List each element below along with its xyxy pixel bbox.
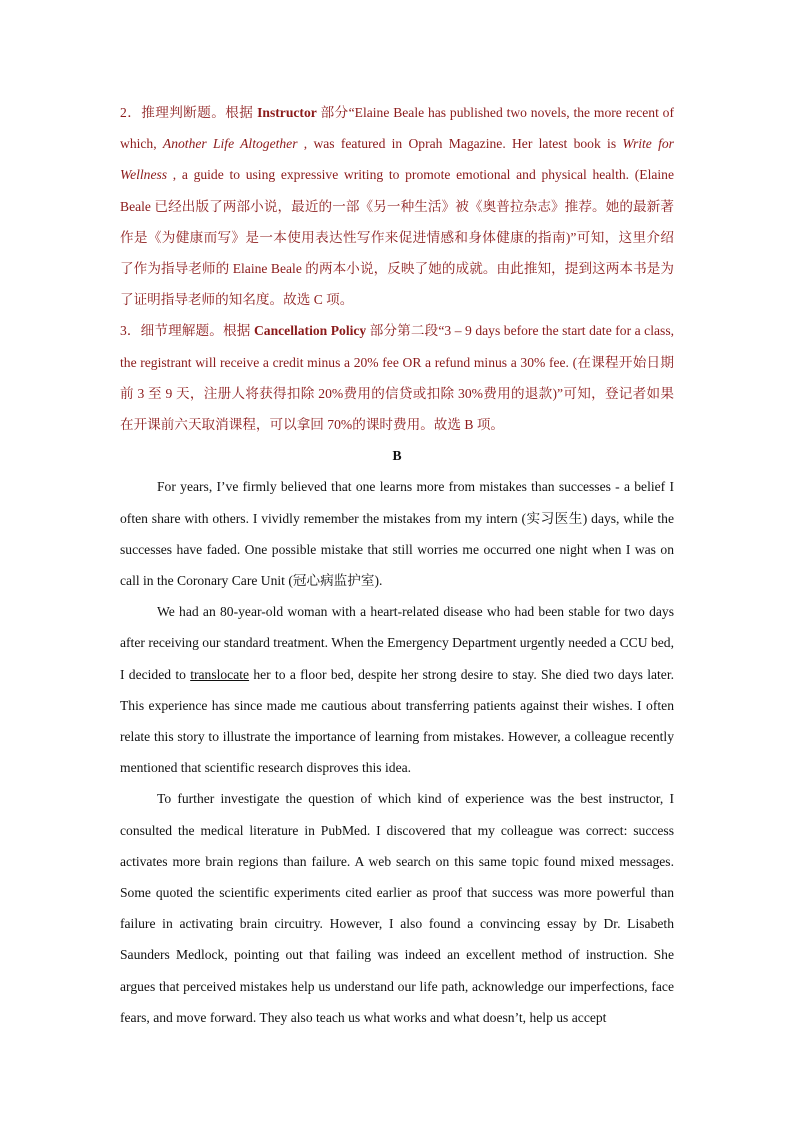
passage-title: B [392,448,402,464]
passage-paragraph-3: To further investigate the question of which kind of experience was the best instructor, I consulted the medical literature in PubMed. I discovered that my colleague was correct: success activates more brain regions than failure. A web search on this same topic found mixed messages. Some quoted the scientific experiments cited earlier as proof that success was more powerful than failure in activating brain circuitry. However, I also found a convincing essay by Dr. Lisabeth Saunders Medlock, pointing out that failing was indeed an excellent method of instruction. She argues that perceived mistakes help us understand our life path, acknowledge our imperfections, face fears, and move forward. They also teach us what works and what doesn’t, help us accept [120,791,674,1025]
passage-paragraph-1: For years, I’ve firmly believed that one learns more from mistakes than successes - a belief I often share with others. I vividly remember the mistakes from my intern (实习医生) days, while the successes have faded. One possible mistake that still worries me occurred one night when I was on call in the Coronary Care Unit (冠心病监护室). [120,479,674,589]
explanation-2-section: Instructor [257,105,317,120]
explanation-2 [120,97,674,315]
explanation-3-text-1: 部分第二段“3 – 9 days before the start date for a class, the registrant will receive a credit minus a 20% fee OR a refund minus a 30% fee. (在课程开始日期前 3 至 9 天，注册人将获得扣除 20%费用的信贷或扣除 30%费用的退款)”可知，登记者如果在开课前六天取消课程，可以拿回 70%的课时费用。故选 B 项。 [120,323,675,433]
document-page [120,97,674,1033]
passage-paragraph-2-text-a: We had an 80-year-old woman with a heart-related disease who had been stable for two days after receiving our standard treatment. When the Emergency Department urgently needed a CCU bed, I decided to [120,604,674,682]
explanation-3 [120,315,674,440]
passage-paragraph-2-text-b: her to a floor bed, despite her strong desire to stay. She died two days later. This experience has since made me cautious about transferring patients against their wishes. I often relate this story to illustrate the importance of learning from mistakes. However, a colleague recently mentioned that scientific research disproves this idea. [120,666,674,776]
explanation-2-book-1: Another Life Altogether [162,136,298,152]
explanation-2-book-2: Write for Wellness [120,136,674,183]
explanation-3-number: 3． [120,323,141,339]
explanation-3-type: 细节理解题。根据 [140,323,254,339]
passage-paragraph-2 [120,596,674,783]
underlined-word: translocate [190,666,250,682]
explanation-2-text-2: , was featured in Oprah Magazine. Her latest book is [297,136,623,152]
explanation-3-section: Cancellation Policy [253,323,367,339]
explanation-2-type: 推理判断题。根据 [141,105,258,120]
explanation-2-text-1: 部分“Elaine Beale has published two novels, the more recent of which, [120,105,674,152]
explanation-2-number: 2． [120,105,142,120]
explanation-2-text-3: , a guide to using expressive writing to promote emotional and physical health. (Elaine Beale 已经出版了两部小说，最近的一部《另一种生活》被《奥普拉杂志》推荐。她的最新著作是《为健康而写》是一本使用表达性写作来促进情感和身体健康的指南)”可知，这里介绍了作为指导老师的 Elaine Beale 的两本小说，反映了她的成就。由此推知，提到这两本书是为了证明指导老师的知名度。故选 C 项。 [120,167,674,308]
